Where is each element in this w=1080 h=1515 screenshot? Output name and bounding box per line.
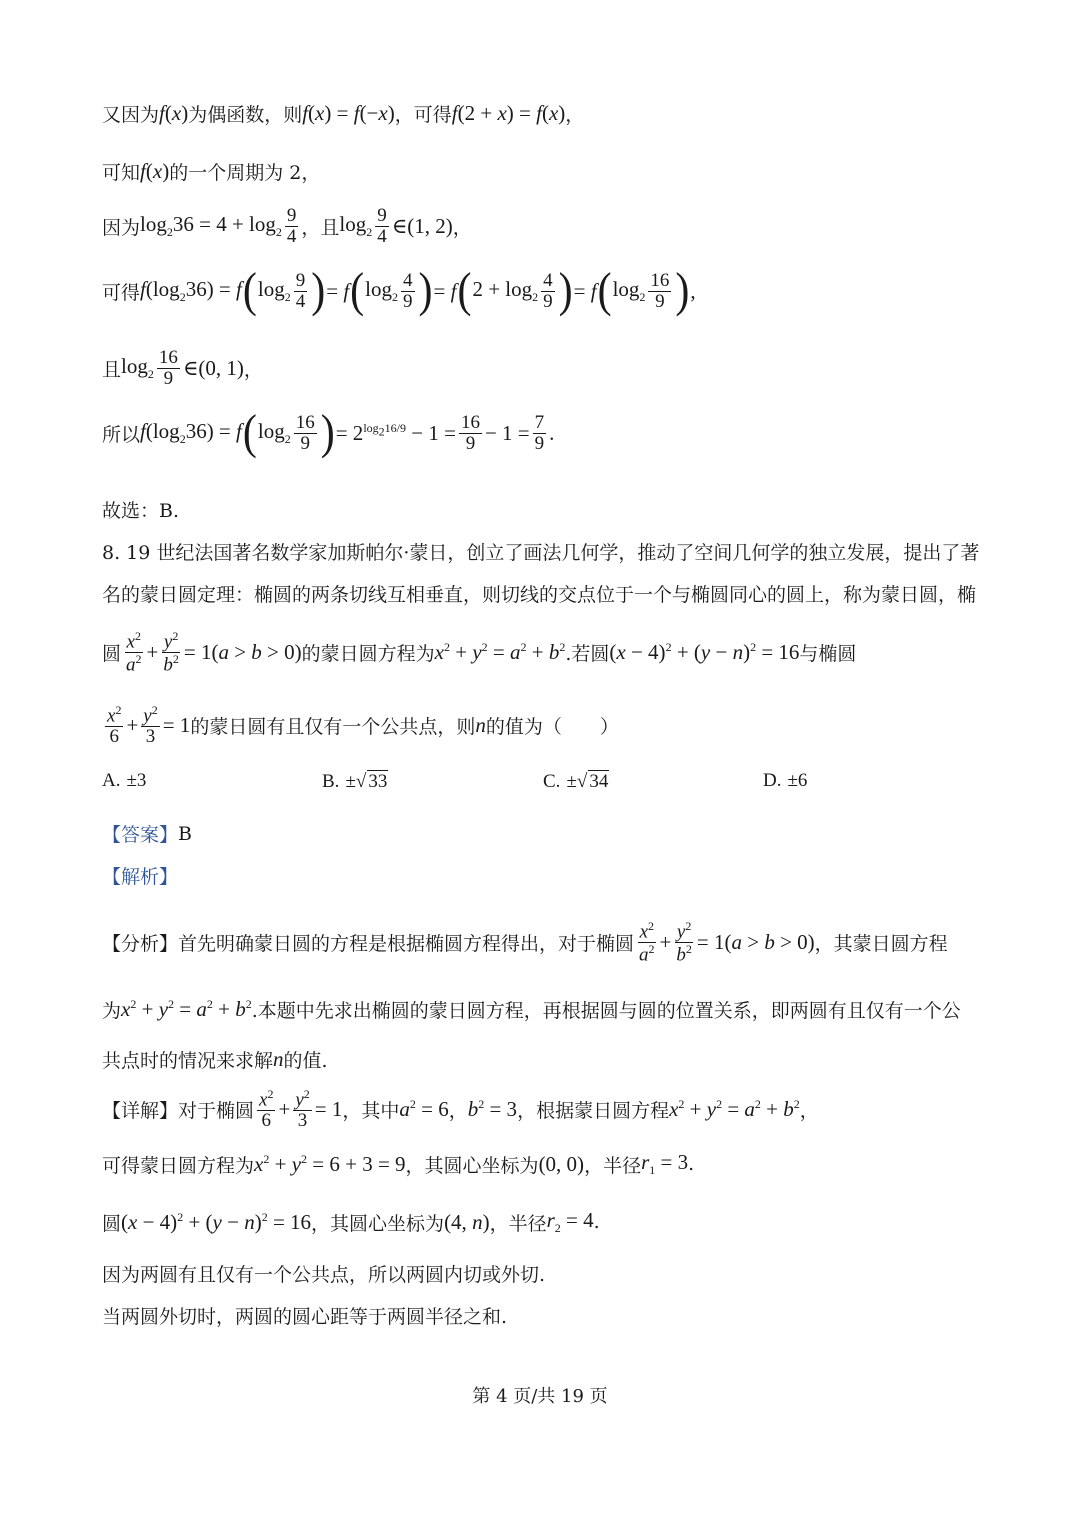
solution-line-6: 所以 $f(\log_236) = f$ ( $\log_2$ $\frac{16}{9}$ ) = $2^{log_216/9} - 1$ = $\frac{16}{9}$ − 1 = $\frac{7}{9}$ . [102, 406, 555, 460]
xiangjie-line-1: 【详解】 对于椭圆 $\frac{x^2}{6}$ + $\frac{y^2}{3}$ = 1 ，其中 $a^2 = 6$ ， $b^2 = 3$ ，根据蒙日圆方程 $x^2 + y^2 = a^2 + b^2$ ， [102, 1087, 819, 1132]
option-d[interactable]: D. ±6 [763, 770, 808, 791]
xiangjie-line-5: 当两圆外切时，两圆的圆心距等于两圆半径之和. [102, 1306, 508, 1328]
xiangjie-line-2: 可得蒙日圆方程为 $x^2 + y^2 = 6 + 3 = 9$ ，其圆心坐标为 (0, 0) ，半径 $r_1 = 3$ . [102, 1150, 695, 1178]
question-8-line-3: 圆 $\frac{x^2}{a^2}$ + $\frac{y^2}{b^2}$ = 1(a > b > 0) 的蒙日圆方程为 $x^2 + y^2 = a^2 + b^2$ .若圆 $(x - 4)^2 + (y - n)^2 = 16$ 与椭圆 [102, 629, 857, 676]
option-a[interactable]: A. ±3 [102, 770, 147, 791]
page-footer: 第 4 页/共 19 页 [472, 1386, 608, 1407]
analysis-heading: 【解析】 [102, 866, 179, 888]
option-c[interactable]: C. ± √ 34 [543, 770, 609, 792]
fenxi-line-1: 【分析】 首先明确蒙日圆的方程是根据椭圆方程得出，对于椭圆 $\frac{x^2}{a^2}$ + $\frac{y^2}{b^2}$ = 1(a > b > 0) ，其蒙日圆方程 [102, 919, 948, 966]
fenxi-line-3: 共点时的情况来求解 n 的值. [102, 1047, 328, 1072]
solution-line-1: 又因为 f(x) 为偶函数，则 f(x) = f(−x) ，可得 f(2 + x) = f(x) ， [102, 101, 585, 126]
xiangjie-line-4: 因为两圆有且仅有一个公共点，所以两圆内切或外切. [102, 1264, 546, 1286]
solution-line-3: 因为 $\log_236 = 4 + \log_2$ $\frac{9}{4}$ ，且 $\log_2$ $\frac{9}{4}$ ∈(1, 2) ， [102, 205, 472, 247]
question-8-line-1: 8. 19 世纪法国著名数学家加斯帕尔·蒙日，创立了画法几何学，推动了空间几何学的独立发展，提出了著 [102, 542, 980, 564]
option-b[interactable]: B. ± √ 33 [322, 770, 388, 792]
answer-tag: 【答案】 [102, 824, 179, 846]
question-8-line-4: $\frac{x^2}{6}$ + $\frac{y^2}{3}$ = 1 的蒙日圆有且仅有一个公共点，则 n 的值为（ ） [107, 703, 619, 748]
choice-line: 故选：B. [102, 500, 180, 522]
fenxi-line-2: 为 $x^2 + y^2 = a^2 + b^2$ .本题中先求出椭圆的蒙日圆方程，再根据圆与圆的位置关系，即两圆有且仅有一个公 [102, 997, 961, 1022]
xiangjie-line-3: 圆 $(x - 4)^2 + (y - n)^2 = 16$ ，其圆心坐标为 (4, n) ，半径 $r_2 = 4$ . [102, 1208, 600, 1236]
question-8-line-2: 名的蒙日圆定理：椭圆的两条切线互相垂直，则切线的交点位于一个与椭圆同心的圆上，称为蒙日圆，椭 [102, 584, 977, 606]
solution-line-2: 可知 f(x) 的一个周期为 2， [102, 159, 321, 184]
answer-line: 【答案】 B [102, 820, 192, 847]
solution-line-5: 且 $\log_2$ $\frac{16}{9}$ ∈(0, 1) ， [102, 347, 263, 389]
solution-line-4: 可得 $f(\log_236) = f$ ( $\log_2$ $\frac{9}{4}$ ) = f ( $\log_2$ $\frac{4}{9}$ ) = f ( $2 + \log_2$ $\frac{4}{9}$ ) = f ( $\log_2$ $\frac{16}{9}$ ) , [102, 264, 696, 318]
